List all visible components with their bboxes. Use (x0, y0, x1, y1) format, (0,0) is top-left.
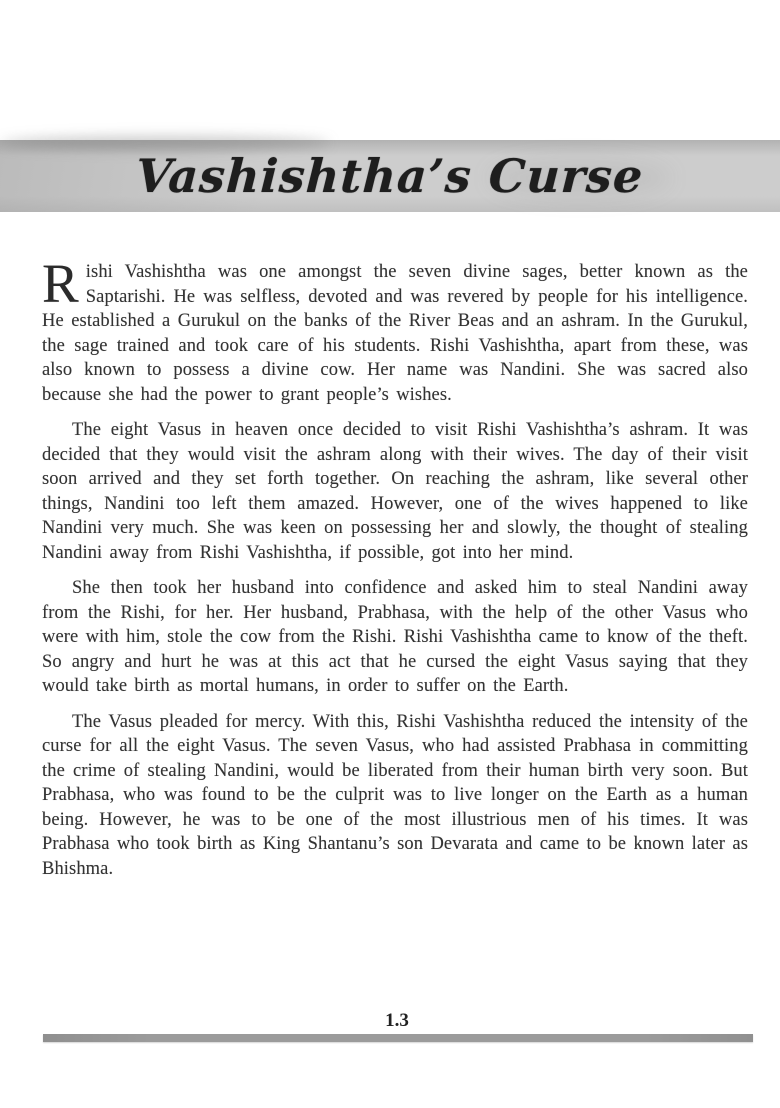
story-paragraph-4: The Vasus pleaded for mercy. With this, Rishi Vashishtha reduced the intensity of the curse for all the eight Vasus. The seven Vasus, who had assisted Prabhasa in committing the crime of stealing Nandini, would be liberated from their human birth very soon. But Prabhasa, who was found to be the culprit was to live longer on the Earth as a human being. However, he was to be one of the most illustrious men of his times. It was Prabhasa who took birth as King Shantanu’s son Devarata and came to be known later as Bhishma. (42, 711, 748, 879)
story-paragraph-2: The eight Vasus in heaven once decided to visit Rishi Vashishtha’s ashram. It was decided that they would visit the ashram along with their wives. The day of their visit soon arrived and they set forth together. On reaching the ashram, like several other things, Nandini too left them amazed. However, one of the wives happened to like Nandini very much. She was keen on possessing her and slowly, the thought of stealing Nandini away from Rishi Vashishtha, if possible, got into her mind. (42, 420, 748, 563)
title-band (0, 140, 780, 212)
scan-smudge-top-left (0, 136, 330, 150)
footer-rule (43, 1034, 753, 1042)
page-number: 1.3 (385, 1010, 409, 1031)
page-title: Vashishtha’s Curse (134, 149, 646, 203)
drop-cap: R (42, 253, 79, 314)
story-paragraph-3: She then took her husband into confidence and asked him to steal Nandini away from the Rishi, for her. Her husband, Prabhasa, with the help of the other Vasus who were with him, stole the cow from the Rishi. Rishi Vashishtha came to know of the theft. So angry and hurt he was at this act that he cursed the eight Vasus saying that they would take birth as mortal humans, in order to suffer on the Earth. (42, 578, 748, 696)
story-text (42, 253, 748, 892)
paragraph-text-1: ishi Vashishtha was one amongst the seven divine sages, better known as the Saptarishi. He was selfless, devoted and was revered by people for his intelligence. He established a Gurukul on the banks of the River Beas and an ashram. In the Gurukul, the sage trained and took care of his students. Rishi Vashishtha, apart from these, was also known to possess a divine cow. Her name was Nandini. She was sacred also because she had the power to grant people’s wishes. (42, 262, 748, 405)
story-paragraph-1 (42, 253, 748, 407)
